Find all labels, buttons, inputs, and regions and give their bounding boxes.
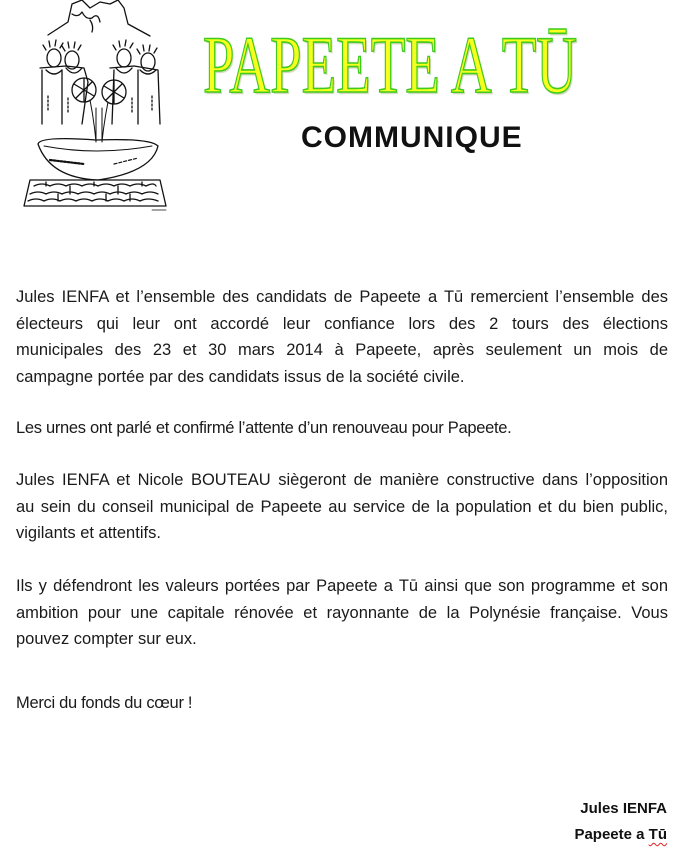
paragraph-renewal bbox=[16, 415, 668, 442]
paragraph-line: pouvez compter sur eux. bbox=[16, 630, 197, 648]
page-subtitle: COMMUNIQUE bbox=[301, 121, 523, 154]
paragraph-opposition bbox=[16, 467, 668, 547]
signature-name: Jules IENFA bbox=[580, 800, 667, 817]
paragraph-values bbox=[16, 573, 668, 653]
fountain-logo-icon bbox=[10, 0, 170, 212]
paragraph-line: ambition pour une capitale rénovée et rayonnante de la Polynésie française. Vous bbox=[16, 603, 668, 622]
paragraph-line: au sein du conseil municipal de Papeete au service de la population et du bien public, bbox=[16, 497, 668, 516]
paragraph-line: campagne portée par des candidats issus de la société civile. bbox=[16, 367, 465, 386]
paragraph-line: électeurs qui leur ont accordé leur confiance lors des 2 tours des élections bbox=[16, 314, 668, 333]
paragraph-thanks bbox=[16, 284, 668, 390]
paragraph-line: Jules IENFA et Nicole BOUTEAU siègeront de manière constructive dans l’opposition bbox=[16, 471, 668, 489]
paragraph-line: Les urnes ont parlé et confirmé l’attente d’un renouveau pour Papeete. bbox=[16, 419, 512, 437]
paragraph-line: Ils y défendront les valeurs portées par Papeete a Tū ainsi que son programme et son bbox=[16, 577, 668, 595]
paragraph-line: Jules IENFA et l’ensemble des candidats de Papeete a Tū remercient l’ensemble des bbox=[16, 288, 668, 306]
signature-block bbox=[574, 796, 667, 848]
signature-org bbox=[574, 822, 667, 848]
paragraph-line: Merci du fonds du cœur ! bbox=[16, 694, 193, 712]
paragraph-closing bbox=[16, 690, 668, 717]
signature-org-prefix: Papeete a bbox=[574, 826, 649, 843]
page-title: PAPEETE A TŪ bbox=[203, 19, 578, 110]
paragraph-line: vigilants et attentifs. bbox=[16, 524, 161, 542]
paragraph-line: municipales des 23 et 30 mars 2014 à Papeete, après seulement un mois de bbox=[16, 341, 668, 359]
spellcheck-flagged-word: Tū bbox=[648, 826, 667, 843]
